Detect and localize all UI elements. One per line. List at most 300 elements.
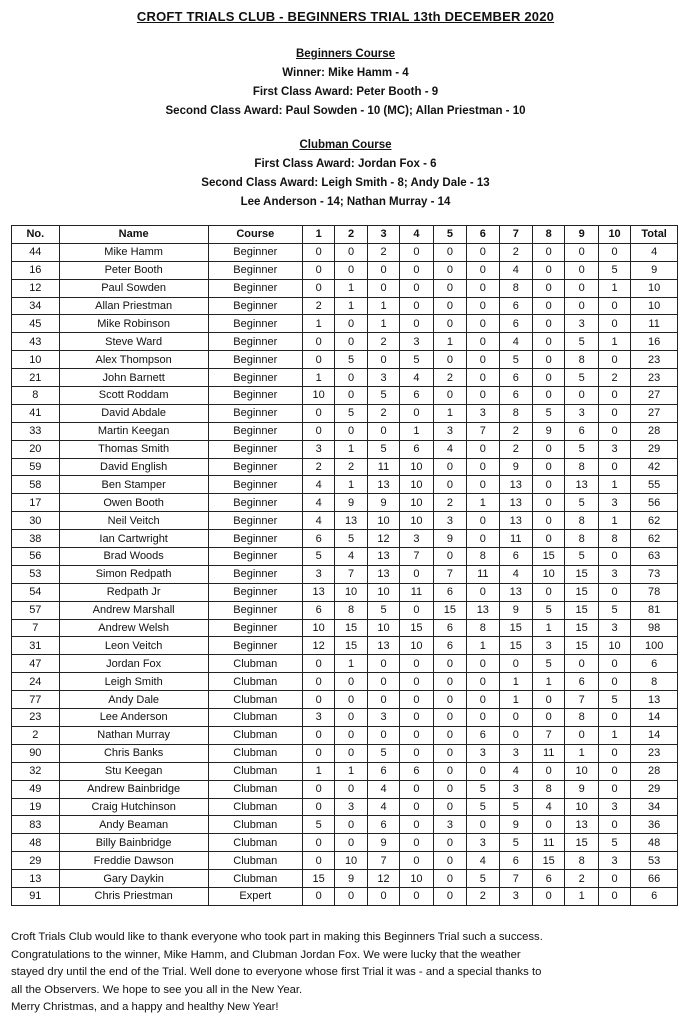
footer-line: Merry Christmas, and a happy and healthy New Year! <box>11 1001 279 1014</box>
section-4-score: 0 <box>400 279 433 297</box>
rider-course: Clubman <box>208 726 302 744</box>
rider-number: 21 <box>12 369 60 387</box>
section-9-score: 0 <box>565 726 598 744</box>
rider-name: David English <box>59 458 208 476</box>
section-4-score: 15 <box>400 619 433 637</box>
rider-number: 31 <box>12 637 60 655</box>
rider-name: Owen Booth <box>59 494 208 512</box>
section-4-score: 0 <box>400 673 433 691</box>
section-10-score: 0 <box>598 351 630 369</box>
section-9-score: 3 <box>565 315 598 333</box>
footer-message <box>11 929 681 1017</box>
section-9-score: 0 <box>565 297 598 315</box>
section-8-score: 15 <box>532 852 564 870</box>
section-5-score: 3 <box>433 512 466 530</box>
section-1-score: 0 <box>302 243 334 261</box>
section-9-score: 0 <box>565 655 598 673</box>
section-5-score: 3 <box>433 422 466 440</box>
rider-name: Freddie Dawson <box>59 852 208 870</box>
section-6-score: 8 <box>467 619 499 637</box>
section-2-score: 0 <box>335 726 367 744</box>
table-row <box>12 619 678 637</box>
section-1-score: 0 <box>302 834 334 852</box>
rider-name: Brad Woods <box>59 548 208 566</box>
beginners-course-awards <box>0 45 691 121</box>
section-6-score: 5 <box>467 780 499 798</box>
section-10-score: 5 <box>598 601 630 619</box>
section-6-score: 3 <box>467 744 499 762</box>
rider-number: 48 <box>12 834 60 852</box>
section-6-score: 0 <box>467 583 499 601</box>
section-4-score: 0 <box>400 816 433 834</box>
table-row <box>12 261 678 279</box>
section-1-score: 0 <box>302 691 334 709</box>
section-2-score: 0 <box>335 709 367 727</box>
section-1-score: 0 <box>302 261 334 279</box>
section-8-score: 0 <box>532 816 564 834</box>
section-2-score: 1 <box>335 279 367 297</box>
section-10-score: 1 <box>598 333 630 351</box>
section-10-score: 0 <box>598 387 630 405</box>
beginners-winner-line: Winner: Mike Hamm - 4 <box>282 67 409 79</box>
section-3-score: 10 <box>367 619 399 637</box>
rider-course: Beginner <box>208 440 302 458</box>
table-row <box>12 798 678 816</box>
rider-name: Martin Keegan <box>59 422 208 440</box>
section-5-score: 0 <box>433 655 466 673</box>
rider-number: 19 <box>12 798 60 816</box>
table-row <box>12 673 678 691</box>
section-1-score: 6 <box>302 601 334 619</box>
rider-course: Clubman <box>208 762 302 780</box>
rider-course: Beginner <box>208 369 302 387</box>
section-9-score: 0 <box>565 387 598 405</box>
section-2-score: 15 <box>335 619 367 637</box>
section-3-score: 10 <box>367 512 399 530</box>
rider-name: Neil Veitch <box>59 512 208 530</box>
rider-name: Gary Daykin <box>59 870 208 888</box>
col-s3-header: 3 <box>367 226 399 244</box>
section-8-score: 0 <box>532 369 564 387</box>
total-score: 29 <box>631 780 678 798</box>
section-10-score: 0 <box>598 404 630 422</box>
section-3-score: 9 <box>367 834 399 852</box>
section-1-score: 3 <box>302 709 334 727</box>
section-5-score: 0 <box>433 297 466 315</box>
section-8-score: 0 <box>532 243 564 261</box>
total-score: 55 <box>631 476 678 494</box>
total-score: 63 <box>631 548 678 566</box>
section-10-score: 0 <box>598 583 630 601</box>
section-2-score: 0 <box>335 261 367 279</box>
section-1-score: 0 <box>302 655 334 673</box>
section-1-score: 0 <box>302 744 334 762</box>
section-3-score: 0 <box>367 351 399 369</box>
document-title: CROFT TRIALS CLUB - BEGINNERS TRIAL 13th DECEMBER 2020 <box>136 9 555 24</box>
section-8-score: 3 <box>532 637 564 655</box>
table-row <box>12 870 678 888</box>
section-2-score: 0 <box>335 744 367 762</box>
rider-course: Beginner <box>208 565 302 583</box>
section-3-score: 7 <box>367 852 399 870</box>
total-score: 6 <box>631 655 678 673</box>
section-3-score: 2 <box>367 243 399 261</box>
section-2-score: 1 <box>335 297 367 315</box>
section-3-score: 10 <box>367 583 399 601</box>
rider-number: 23 <box>12 709 60 727</box>
table-row <box>12 655 678 673</box>
table-row <box>12 476 678 494</box>
section-5-score: 2 <box>433 369 466 387</box>
section-9-score: 8 <box>565 512 598 530</box>
section-10-score: 5 <box>598 834 630 852</box>
total-score: 28 <box>631 762 678 780</box>
beginners-second-class-line: Second Class Award: Paul Sowden - 10 (MC); Allan Priestman - 10 <box>165 105 526 117</box>
section-5-score: 6 <box>433 619 466 637</box>
section-1-score: 0 <box>302 404 334 422</box>
total-score: 14 <box>631 726 678 744</box>
section-5-score: 0 <box>433 476 466 494</box>
section-4-score: 10 <box>400 870 433 888</box>
col-s5-header: 5 <box>433 226 466 244</box>
section-6-score: 2 <box>467 887 499 905</box>
section-7-score: 6 <box>499 369 532 387</box>
rider-name: Chris Banks <box>59 744 208 762</box>
rider-course: Beginner <box>208 512 302 530</box>
rider-course: Beginner <box>208 548 302 566</box>
section-2-score: 10 <box>335 852 367 870</box>
section-10-score: 0 <box>598 297 630 315</box>
results-body <box>12 243 678 905</box>
col-name-header: Name <box>59 226 208 244</box>
section-9-score: 5 <box>565 333 598 351</box>
table-row <box>12 816 678 834</box>
section-2-score: 13 <box>335 512 367 530</box>
section-1-score: 0 <box>302 279 334 297</box>
rider-course: Clubman <box>208 709 302 727</box>
section-10-score: 0 <box>598 315 630 333</box>
section-7-score: 7 <box>499 870 532 888</box>
section-6-score: 0 <box>467 369 499 387</box>
rider-number: 53 <box>12 565 60 583</box>
section-10-score: 3 <box>598 565 630 583</box>
section-1-score: 1 <box>302 762 334 780</box>
rider-name: Nathan Murray <box>59 726 208 744</box>
section-4-score: 6 <box>400 440 433 458</box>
section-1-score: 0 <box>302 351 334 369</box>
section-4-score: 0 <box>400 852 433 870</box>
section-5-score: 0 <box>433 834 466 852</box>
section-4-score: 3 <box>400 333 433 351</box>
section-6-score: 3 <box>467 834 499 852</box>
table-row <box>12 780 678 798</box>
section-3-score: 0 <box>367 887 399 905</box>
section-3-score: 6 <box>367 816 399 834</box>
section-7-score: 13 <box>499 512 532 530</box>
section-5-score: 0 <box>433 548 466 566</box>
section-6-score: 6 <box>467 726 499 744</box>
section-10-score: 1 <box>598 512 630 530</box>
section-2-score: 0 <box>335 816 367 834</box>
rider-number: 59 <box>12 458 60 476</box>
footer-line: Congratulations to the winner, Mike Hamm, and Clubman Jordan Fox. We were lucky that the weather <box>11 948 521 961</box>
section-7-score: 8 <box>499 404 532 422</box>
total-score: 27 <box>631 387 678 405</box>
table-row <box>12 279 678 297</box>
section-3-score: 13 <box>367 565 399 583</box>
rider-name: Thomas Smith <box>59 440 208 458</box>
table-row <box>12 351 678 369</box>
rider-course: Clubman <box>208 798 302 816</box>
section-9-score: 8 <box>565 709 598 727</box>
section-2-score: 0 <box>335 333 367 351</box>
section-4-score: 6 <box>400 762 433 780</box>
section-7-score: 3 <box>499 780 532 798</box>
rider-name: Paul Sowden <box>59 279 208 297</box>
rider-number: 13 <box>12 870 60 888</box>
section-2-score: 0 <box>335 369 367 387</box>
section-2-score: 0 <box>335 834 367 852</box>
total-score: 73 <box>631 565 678 583</box>
section-6-score: 0 <box>467 387 499 405</box>
section-9-score: 13 <box>565 816 598 834</box>
section-1-score: 0 <box>302 798 334 816</box>
section-9-score: 8 <box>565 351 598 369</box>
section-8-score: 0 <box>532 530 564 548</box>
table-row <box>12 709 678 727</box>
rider-course: Clubman <box>208 834 302 852</box>
section-10-score: 0 <box>598 548 630 566</box>
section-6-score: 0 <box>467 333 499 351</box>
section-5-score: 0 <box>433 458 466 476</box>
section-7-score: 0 <box>499 726 532 744</box>
section-2-score: 10 <box>335 583 367 601</box>
rider-course: Beginner <box>208 476 302 494</box>
section-7-score: 5 <box>499 798 532 816</box>
section-5-score: 0 <box>433 243 466 261</box>
rider-number: 56 <box>12 548 60 566</box>
total-score: 100 <box>631 637 678 655</box>
section-7-score: 9 <box>499 816 532 834</box>
total-score: 78 <box>631 583 678 601</box>
col-s2-header: 2 <box>335 226 367 244</box>
rider-course: Beginner <box>208 619 302 637</box>
section-6-score: 3 <box>467 404 499 422</box>
section-7-score: 5 <box>499 351 532 369</box>
section-6-score: 0 <box>467 315 499 333</box>
rider-name: Ben Stamper <box>59 476 208 494</box>
section-8-score: 0 <box>532 476 564 494</box>
rider-number: 58 <box>12 476 60 494</box>
section-2-score: 0 <box>335 422 367 440</box>
section-3-score: 2 <box>367 404 399 422</box>
section-9-score: 2 <box>565 870 598 888</box>
section-7-score: 8 <box>499 279 532 297</box>
total-score: 62 <box>631 530 678 548</box>
rider-name: Stu Keegan <box>59 762 208 780</box>
rider-name: David Abdale <box>59 404 208 422</box>
clubman-course-awards <box>0 136 691 212</box>
section-4-score: 0 <box>400 691 433 709</box>
section-2-score: 7 <box>335 565 367 583</box>
section-9-score: 8 <box>565 530 598 548</box>
col-s10-header: 10 <box>598 226 630 244</box>
section-8-score: 0 <box>532 351 564 369</box>
section-3-score: 0 <box>367 422 399 440</box>
section-5-score: 0 <box>433 691 466 709</box>
section-4-score: 0 <box>400 243 433 261</box>
section-7-score: 5 <box>499 834 532 852</box>
section-10-score: 0 <box>598 458 630 476</box>
col-s6-header: 6 <box>467 226 499 244</box>
section-1-score: 4 <box>302 494 334 512</box>
section-10-score: 5 <box>598 261 630 279</box>
section-7-score: 6 <box>499 548 532 566</box>
section-8-score: 0 <box>532 762 564 780</box>
section-8-score: 0 <box>532 440 564 458</box>
section-2-score: 4 <box>335 548 367 566</box>
table-row <box>12 887 678 905</box>
rider-course: Beginner <box>208 601 302 619</box>
section-9-score: 6 <box>565 673 598 691</box>
section-6-score: 0 <box>467 440 499 458</box>
section-7-score: 13 <box>499 583 532 601</box>
section-5-score: 0 <box>433 315 466 333</box>
section-8-score: 6 <box>532 870 564 888</box>
rider-course: Beginner <box>208 637 302 655</box>
total-score: 98 <box>631 619 678 637</box>
section-5-score: 0 <box>433 798 466 816</box>
section-6-score: 0 <box>467 351 499 369</box>
rider-course: Beginner <box>208 494 302 512</box>
section-2-score: 0 <box>335 780 367 798</box>
section-5-score: 15 <box>433 601 466 619</box>
section-5-score: 1 <box>433 333 466 351</box>
col-total-header: Total <box>631 226 678 244</box>
section-7-score: 15 <box>499 619 532 637</box>
section-5-score: 0 <box>433 762 466 780</box>
section-6-score: 11 <box>467 565 499 583</box>
section-9-score: 0 <box>565 243 598 261</box>
section-8-score: 11 <box>532 744 564 762</box>
section-4-score: 0 <box>400 798 433 816</box>
rider-course: Clubman <box>208 780 302 798</box>
section-10-score: 0 <box>598 243 630 261</box>
total-score: 23 <box>631 744 678 762</box>
table-row <box>12 744 678 762</box>
section-9-score: 15 <box>565 565 598 583</box>
section-9-score: 1 <box>565 887 598 905</box>
rider-name: Jordan Fox <box>59 655 208 673</box>
section-1-score: 0 <box>302 422 334 440</box>
section-2-score: 5 <box>335 351 367 369</box>
section-5-score: 3 <box>433 816 466 834</box>
section-5-score: 4 <box>433 440 466 458</box>
total-score: 81 <box>631 601 678 619</box>
section-9-score: 5 <box>565 548 598 566</box>
rider-number: 12 <box>12 279 60 297</box>
section-10-score: 0 <box>598 655 630 673</box>
section-5-score: 2 <box>433 494 466 512</box>
rider-number: 17 <box>12 494 60 512</box>
section-1-score: 0 <box>302 333 334 351</box>
section-8-score: 0 <box>532 261 564 279</box>
rider-name: Billy Bainbridge <box>59 834 208 852</box>
section-7-score: 6 <box>499 387 532 405</box>
table-row <box>12 422 678 440</box>
rider-name: Craig Hutchinson <box>59 798 208 816</box>
section-3-score: 13 <box>367 637 399 655</box>
section-3-score: 5 <box>367 744 399 762</box>
total-score: 14 <box>631 709 678 727</box>
total-score: 6 <box>631 887 678 905</box>
section-2-score: 1 <box>335 762 367 780</box>
section-8-score: 0 <box>532 583 564 601</box>
section-9-score: 6 <box>565 422 598 440</box>
table-row <box>12 333 678 351</box>
section-6-score: 0 <box>467 691 499 709</box>
rider-course: Beginner <box>208 530 302 548</box>
section-7-score: 6 <box>499 315 532 333</box>
section-3-score: 0 <box>367 691 399 709</box>
section-4-score: 0 <box>400 404 433 422</box>
rider-number: 20 <box>12 440 60 458</box>
col-course-header: Course <box>208 226 302 244</box>
rider-number: 90 <box>12 744 60 762</box>
rider-name: Lee Anderson <box>59 709 208 727</box>
rider-number: 10 <box>12 351 60 369</box>
section-5-score: 6 <box>433 637 466 655</box>
section-3-score: 3 <box>367 369 399 387</box>
rider-name: Leon Veitch <box>59 637 208 655</box>
rider-number: 41 <box>12 404 60 422</box>
section-5-score: 0 <box>433 709 466 727</box>
section-4-score: 0 <box>400 709 433 727</box>
section-9-score: 10 <box>565 762 598 780</box>
section-10-score: 5 <box>598 691 630 709</box>
rider-name: Chris Priestman <box>59 887 208 905</box>
section-3-score: 9 <box>367 494 399 512</box>
section-10-score: 3 <box>598 619 630 637</box>
section-1-score: 12 <box>302 637 334 655</box>
rider-number: 33 <box>12 422 60 440</box>
section-7-score: 13 <box>499 494 532 512</box>
section-10-score: 0 <box>598 887 630 905</box>
rider-number: 77 <box>12 691 60 709</box>
section-1-score: 5 <box>302 548 334 566</box>
section-2-score: 3 <box>335 798 367 816</box>
section-5-score: 0 <box>433 726 466 744</box>
table-row <box>12 565 678 583</box>
footer-line: Croft Trials Club would like to thank everyone who took part in making this Beginners Trial such a success. <box>11 931 543 943</box>
section-6-score: 0 <box>467 816 499 834</box>
section-4-score: 0 <box>400 887 433 905</box>
section-2-score: 1 <box>335 476 367 494</box>
section-1-score: 0 <box>302 673 334 691</box>
section-1-score: 0 <box>302 726 334 744</box>
total-score: 36 <box>631 816 678 834</box>
table-row <box>12 548 678 566</box>
section-9-score: 15 <box>565 619 598 637</box>
clubman-second-class-line-cont: Lee Anderson - 14; Nathan Murray - 14 <box>240 196 451 208</box>
col-no-header: No. <box>12 226 60 244</box>
rider-name: Steve Ward <box>59 333 208 351</box>
section-4-score: 4 <box>400 369 433 387</box>
section-2-score: 1 <box>335 440 367 458</box>
section-7-score: 9 <box>499 601 532 619</box>
section-6-score: 4 <box>467 852 499 870</box>
section-1-score: 4 <box>302 476 334 494</box>
